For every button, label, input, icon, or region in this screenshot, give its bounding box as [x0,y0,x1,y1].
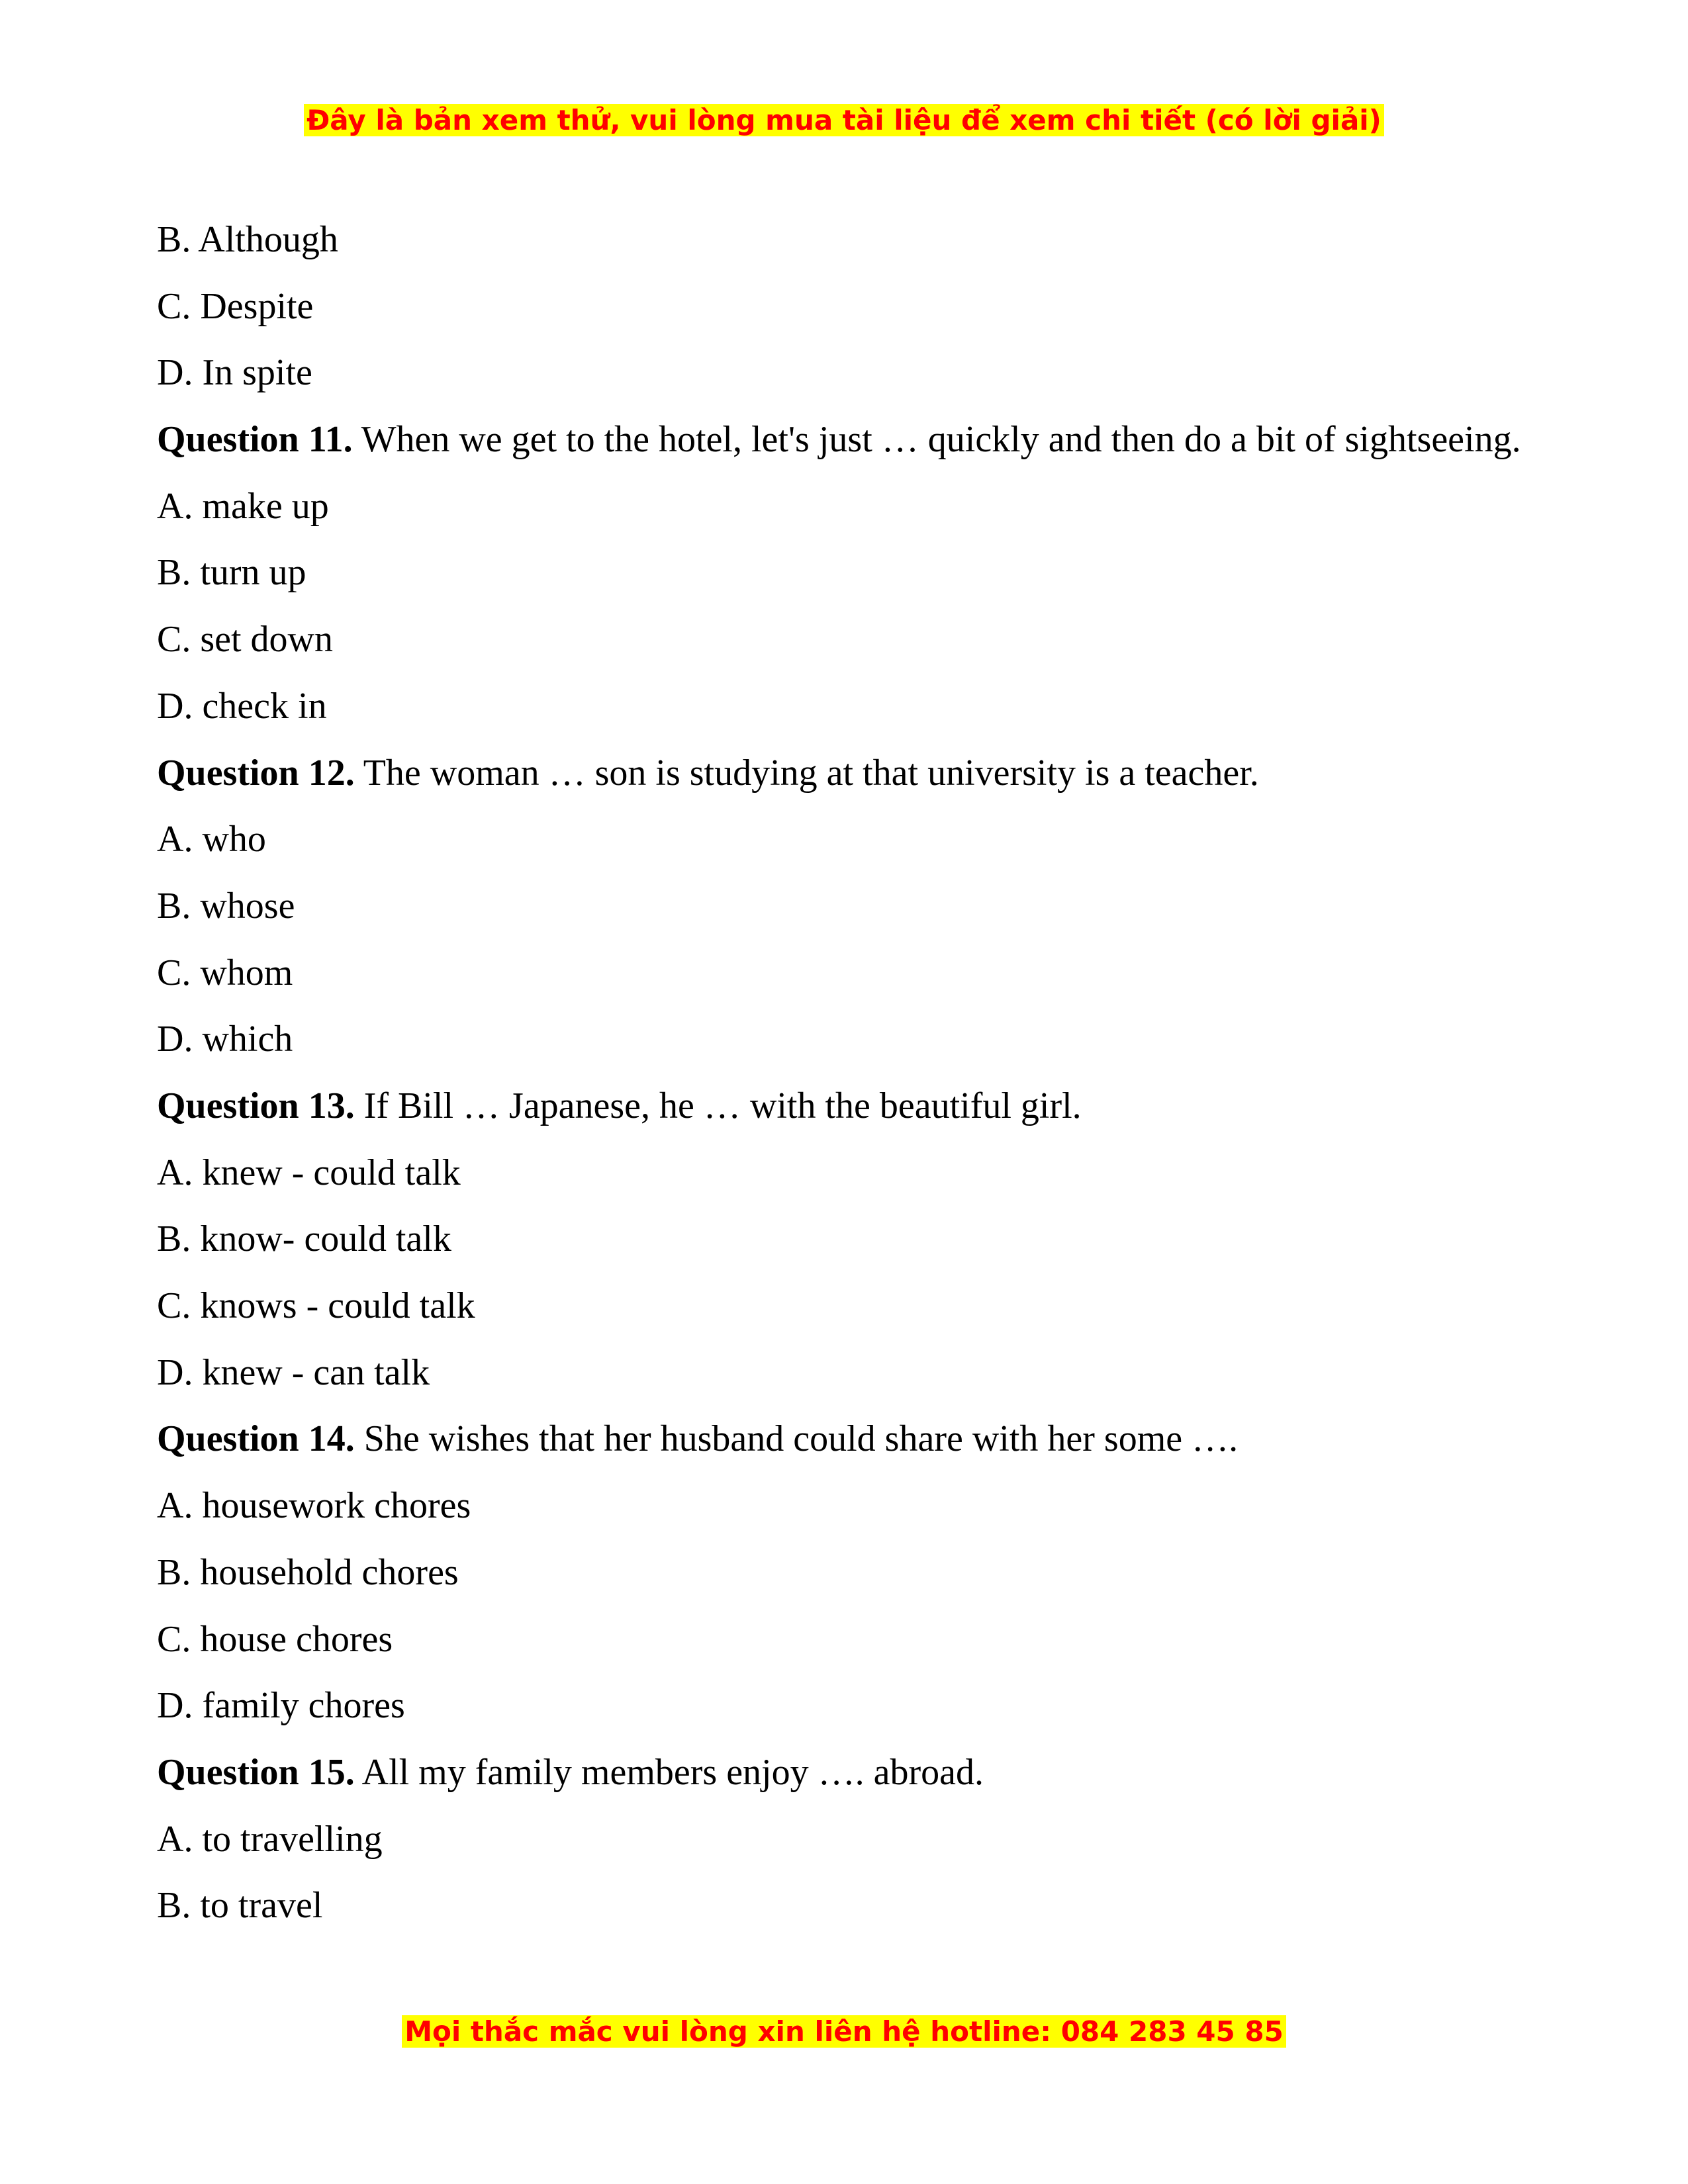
answer-option: D. knew - can talk [157,1351,430,1393]
answer-option: D. family chores [157,1685,405,1727]
answer-option: B. household chores [157,1551,459,1593]
preview-notice-text: Đây là bản xem thử, vui lòng mua tài liệu để xem chi tiết (có lời giải) [304,104,1384,136]
preview-notice-banner [0,101,1688,140]
question-label: Question 12. [157,752,355,794]
question-label: Question 15. [157,1751,355,1793]
question-text: When we get to the hotel, let's just … quickly and then do a bit of sightseeing. [361,419,1521,461]
question-13 [157,1073,1529,1140]
answer-option: D. which [157,1019,293,1060]
answer-option: C. whom [157,952,293,993]
answer-option: D. check in [157,685,327,727]
question-text: The woman … son is studying at that university is a teacher. [363,752,1259,794]
answer-option: A. to travelling [157,1818,383,1860]
answer-option: C. house chores [157,1618,393,1660]
question-label: Question 13. [157,1085,355,1126]
answer-option: C. set down [157,619,333,660]
question-text: All my family members enjoy …. abroad. [361,1751,984,1793]
hotline-notice-banner [0,2012,1688,2052]
answer-option: D. In spite [157,352,312,394]
answer-option: C. knows - could talk [157,1285,475,1327]
answer-option: A. who [157,819,266,860]
document-body [157,206,1529,1939]
answer-option: B. whose [157,885,295,927]
question-label: Question 11. [157,419,353,461]
question-12 [157,740,1529,807]
question-label: Question 14. [157,1418,355,1460]
question-11 [157,406,1529,473]
answer-option: B. to travel [157,1885,323,1927]
hotline-notice-text: Mọi thắc mắc vui lòng xin liên hệ hotline: 084 283 45 85 [402,2015,1286,2048]
answer-option: A. make up [157,485,329,527]
answer-option: A. housework chores [157,1485,471,1527]
question-14 [157,1406,1529,1473]
answer-option: B. know- could talk [157,1218,451,1260]
question-text: She wishes that her husband could share with her some …. [363,1418,1239,1460]
answer-option: B. turn up [157,552,306,594]
question-15 [157,1739,1529,1806]
answer-option: B. Although [157,219,338,260]
question-text: If Bill … Japanese, he … with the beautiful girl. [363,1085,1082,1126]
answer-option: C. Despite [157,285,314,327]
answer-option: A. knew - could talk [157,1152,461,1193]
